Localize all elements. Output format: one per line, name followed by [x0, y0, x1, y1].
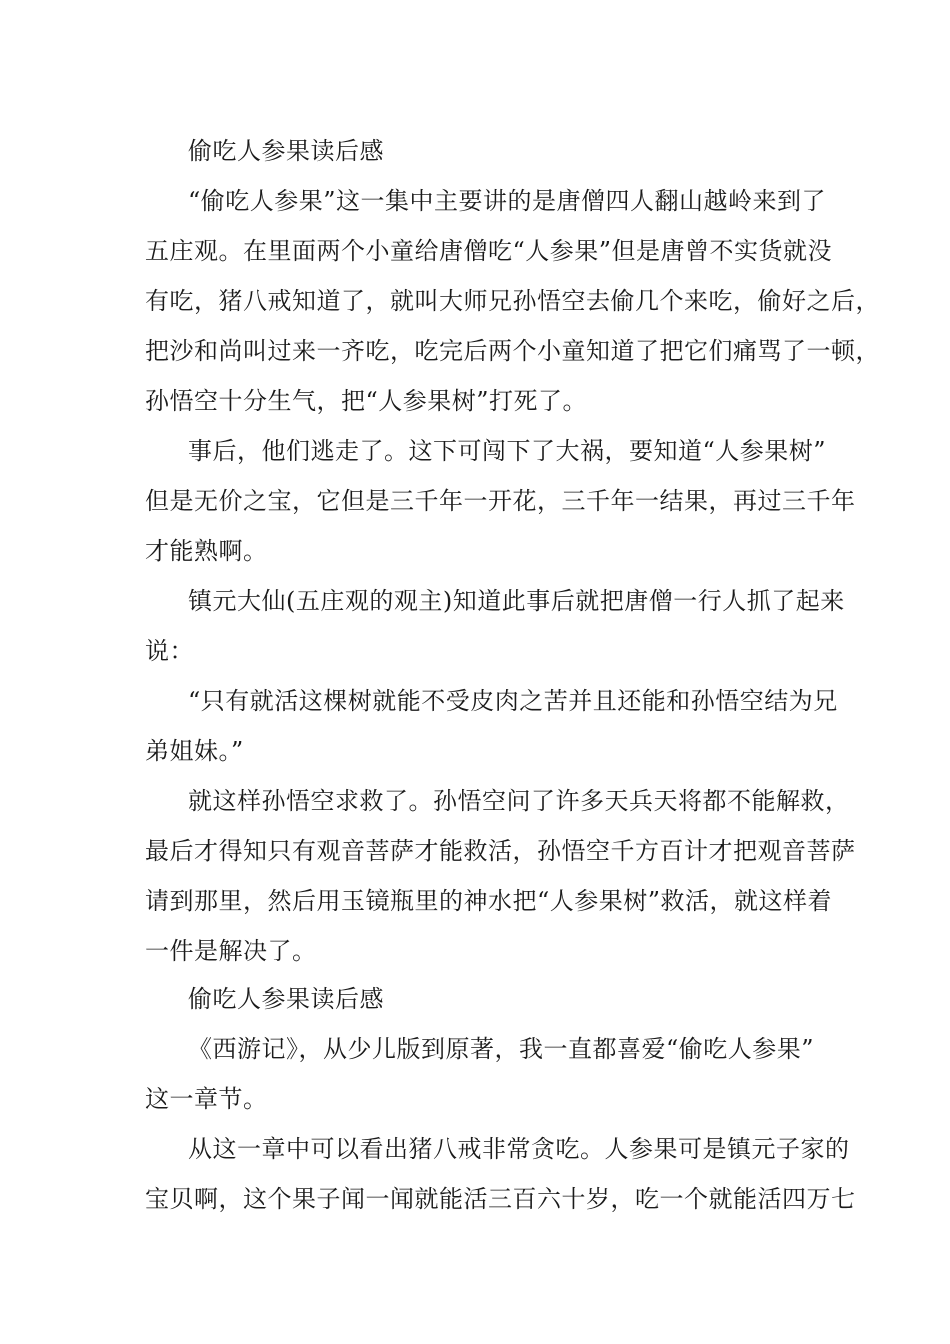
- paragraph-line: “只有就活这棵树就能不受皮肉之苦并且还能和孙悟空结为兄: [188, 687, 838, 715]
- essay-title: 偷吃人参果读后感: [188, 985, 384, 1013]
- paragraph-line: 这一章节。: [145, 1085, 268, 1113]
- paragraph-line: 镇元大仙(五庄观的观主)知道此事后就把唐僧一行人抓了起来: [188, 587, 845, 615]
- paragraph-line: 最后才得知只有观音菩萨才能救活，孙悟空千方百计才把观音菩萨: [145, 837, 856, 865]
- paragraph-line: 从这一章中可以看出猪八戒非常贪吃。人参果可是镇元子家的: [188, 1135, 850, 1163]
- paragraph-line: 就这样孙悟空求救了。孙悟空问了许多天兵天将都不能解救，: [188, 787, 850, 815]
- paragraph-line: 说：: [145, 637, 194, 665]
- paragraph-line: 但是无价之宝，它但是三千年一开花，三千年一结果，再过三千年: [145, 487, 856, 515]
- paragraph-line: 孙悟空十分生气，把“人参果树”打死了。: [145, 387, 588, 415]
- paragraph-line: 宝贝啊，这个果子闻一闻就能活三百六十岁，吃一个就能活四万七: [145, 1185, 856, 1213]
- paragraph-line: 请到那里，然后用玉镜瓶里的神水把“人参果树”救活，就这样着: [145, 887, 833, 915]
- paragraph-line: 把沙和尚叫过来一齐吃，吃完后两个小童知道了把它们痛骂了一顿，: [145, 337, 880, 365]
- paragraph-line: 一件是解决了。: [145, 937, 317, 965]
- paragraph-line: 弟姐妹。”: [145, 737, 244, 765]
- paragraph-line: 事后，他们逃走了。这下可闯下了大祸，要知道“人参果树”: [188, 437, 827, 465]
- paragraph-line: 《西游记》，从少儿版到原著，我一直都喜爱“偷吃人参果”: [188, 1035, 815, 1063]
- paragraph-line: 五庄观。在里面两个小童给唐僧吃“人参果”但是唐曾不实货就没: [145, 237, 833, 265]
- essay-title: 偷吃人参果读后感: [188, 137, 384, 165]
- paragraph-line: 有吃，猪八戒知道了，就叫大师兄孙悟空去偷几个来吃，偷好之后，: [145, 287, 880, 315]
- paragraph-line: 才能熟啊。: [145, 537, 268, 565]
- paragraph-line: “偷吃人参果”这一集中主要讲的是唐僧四人翻山越岭来到了: [188, 187, 827, 215]
